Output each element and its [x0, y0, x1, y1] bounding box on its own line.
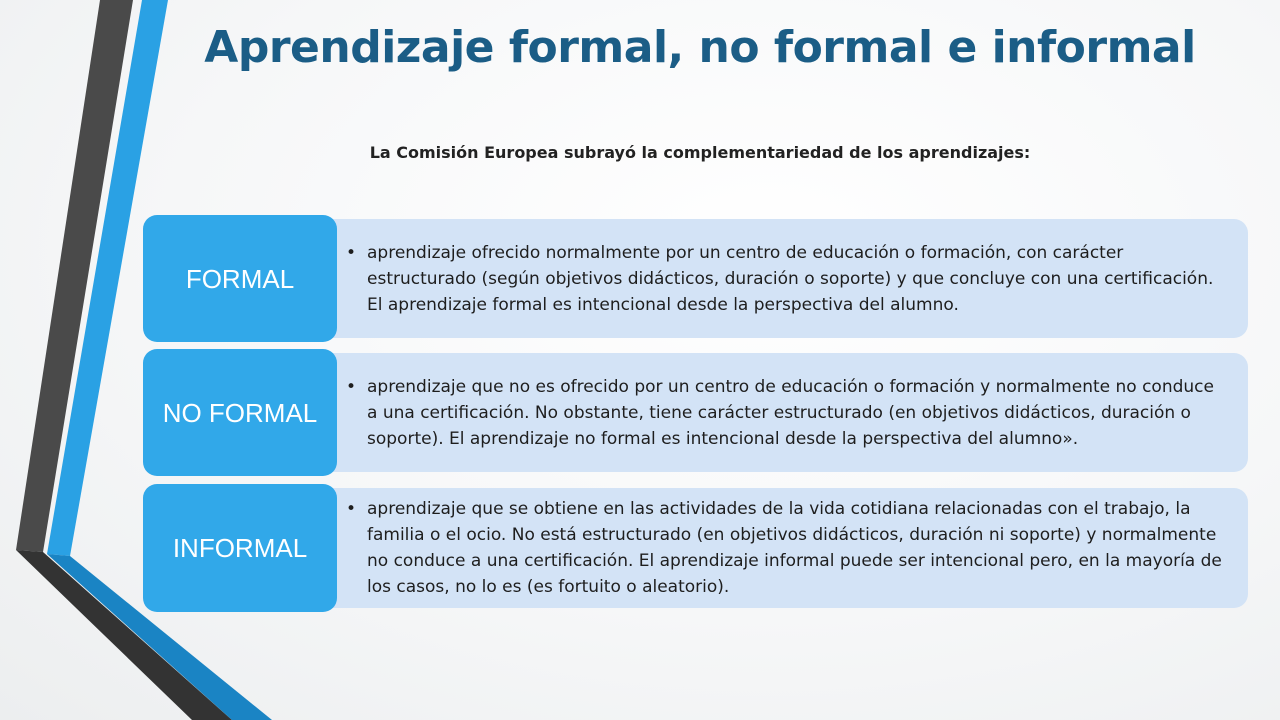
row-no-formal [143, 349, 1248, 476]
row-informal-label-box [143, 484, 337, 612]
row-no-formal-label-box [143, 349, 337, 476]
row-formal-description [308, 219, 1248, 338]
row-formal-text: • aprendizaje ofrecido normalmente por un centro de educación o formación, con carácter estructurado (según objetivos didácticos, duración o soporte) y que concluye con una certificación. El aprendizaje formal es intencional desde la perspectiva del alumno. [367, 240, 1228, 318]
row-formal [143, 215, 1248, 342]
row-informal [143, 484, 1248, 612]
row-informal-text: • aprendizaje que se obtiene en las actividades de la vida cotidiana relacionadas con el trabajo, la familia o el ocio. No está estructurado (en objetivos didácticos, duración ni soporte) y normalmente no conduce a una certificación. El aprendizaje informal puede ser intencional pero, en la mayoría de los casos, no lo es (es fortuito o aleatorio). [367, 496, 1228, 600]
row-no-formal-description [308, 353, 1248, 472]
row-informal-description [308, 488, 1248, 608]
row-no-formal-text: • aprendizaje que no es ofrecido por un centro de educación o formación y normalmente no conduce a una certificación. No obstante, tiene carácter estructurado (en objetivos didácticos, duración o soporte). El aprendizaje no formal es intencional desde la perspectiva del alumno». [367, 374, 1228, 452]
slide-title: Aprendizaje formal, no formal e informal [204, 22, 1196, 73]
row-formal-label: FORMAL [185, 263, 295, 294]
row-informal-label: INFORMAL [172, 533, 308, 563]
row-no-formal-label: NO FORMAL [162, 397, 318, 428]
slide-subtitle: La Comisión Europea subrayó la complementariedad de los aprendizajes: [369, 143, 1031, 162]
row-formal-label-box [143, 215, 337, 342]
